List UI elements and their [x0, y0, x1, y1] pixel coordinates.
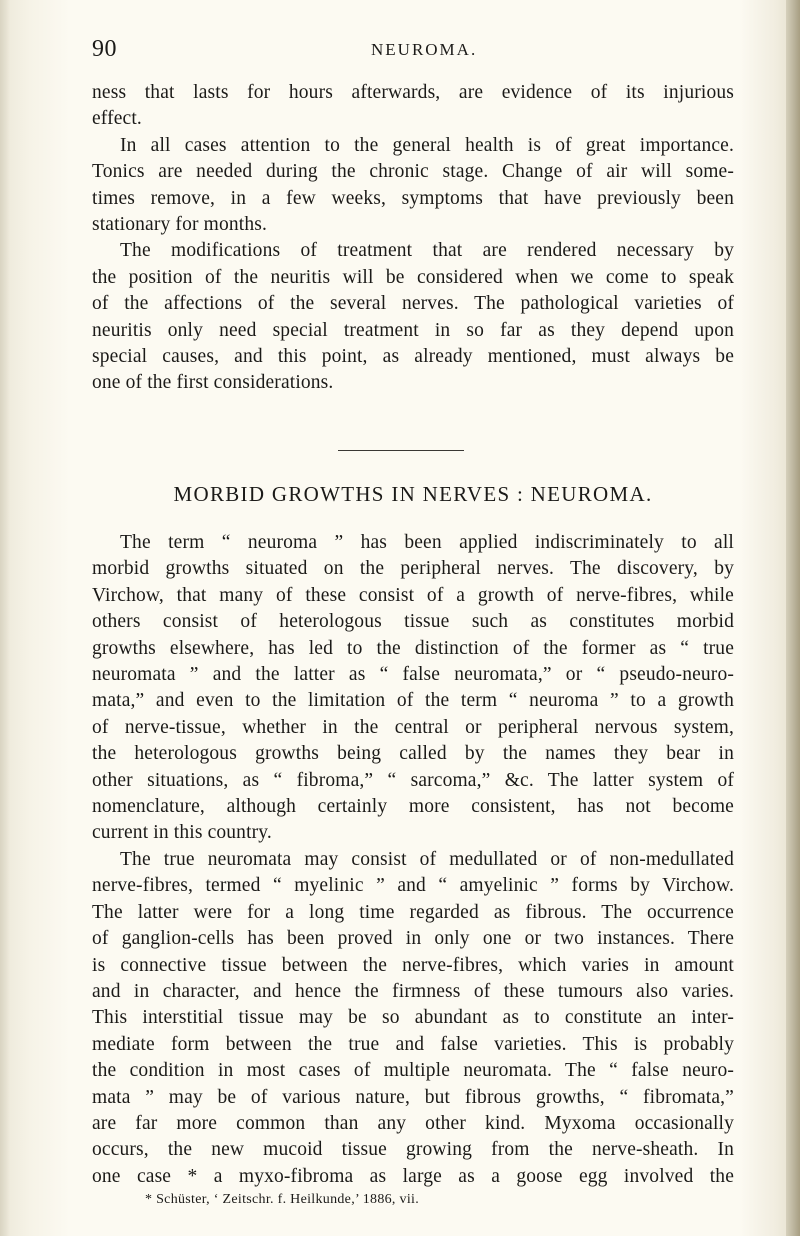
running-head: NEUROMA.	[371, 40, 478, 59]
text-line: current in this country.	[92, 822, 272, 844]
text-line: occurs, the new mucoid tissue growing from the nerve-sheath. In	[92, 1139, 734, 1161]
text-line: neuritis only need special treatment in so far as they depend upon	[92, 319, 734, 341]
text-line: growths elsewhere, has led to the distinction of the former as “ true	[92, 637, 734, 659]
text-block-neuroma	[92, 530, 734, 1190]
text-line: the position of the neuritis will be considered when we come to speak	[92, 266, 734, 288]
text-line: of nerve-tissue, whether in the central or peripheral nervous system,	[92, 716, 734, 738]
text-line: is connective tissue between the nerve-fibres, which varies in amount	[92, 954, 734, 976]
text-line: one case * a myxo-fibroma as large as a goose egg involved the	[92, 1165, 734, 1187]
footnote: * Schüster, ‘ Zeitschr. f. Heilkunde,’ 1886, vii.	[145, 1192, 419, 1207]
text-line: neuromata ” and the latter as “ false neuromata,” or “ pseudo-neuro-	[92, 664, 734, 686]
text-line: and in character, and hence the firmness of these tumours also varies.	[92, 980, 734, 1002]
text-line: Virchow, that many of these consist of a growth of nerve-fibres, while	[92, 584, 734, 606]
text-line: nomenclature, although certainly more consistent, has not become	[92, 796, 734, 818]
text-line: the condition in most cases of multiple neuromata. The “ false neuro-	[92, 1060, 734, 1082]
text-line: The latter were for a long time regarded as fibrous. The occurrence	[92, 901, 734, 923]
section-heading: MORBID GROWTHS IN NERVES : NEUROMA.	[173, 482, 653, 506]
text-line: mata ” may be of various nature, but fibrous growths, “ fibromata,”	[92, 1086, 734, 1108]
text-line: nerve-fibres, termed “ myelinic ” and “ amyelinic ” forms by Virchow.	[92, 875, 734, 897]
text-line: Tonics are needed during the chronic stage. Change of air will some-	[92, 161, 734, 183]
text-line: are far more common than any other kind. Myxoma occasionally	[92, 1112, 734, 1134]
text-line: effect.	[92, 108, 142, 130]
page-gutter-shadow	[0, 0, 10, 1236]
text-line: mata,” and even to the limitation of the term “ neuroma ” to a growth	[92, 690, 734, 712]
section-divider	[338, 450, 464, 451]
text-line: stationary for months.	[92, 214, 267, 236]
text-line: The true neuromata may consist of medullated or of non-medullated	[120, 848, 734, 870]
text-line: mediate form between the true and false varieties. This is probably	[92, 1033, 734, 1055]
text-line: special causes, and this point, as already mentioned, must always be	[92, 346, 734, 368]
page-header	[0, 36, 800, 66]
text-line: In all cases attention to the general health is of great importance.	[120, 134, 734, 156]
text-line: times remove, in a few weeks, symptoms that have previously been	[92, 187, 734, 209]
text-line: of the affections of the several nerves. The pathological varieties of	[92, 293, 734, 315]
text-line: other situations, as “ fibroma,” “ sarcoma,” &c. The latter system of	[92, 769, 734, 791]
text-line: of ganglion-cells has been proved in only one or two instances. There	[92, 928, 734, 950]
text-line: the heterologous growths being called by the names they bear in	[92, 743, 734, 765]
text-block-neuritis-treatment	[92, 80, 734, 397]
text-line: ness that lasts for hours afterwards, are evidence of its injurious	[92, 82, 734, 103]
page-number: 90	[92, 36, 117, 62]
text-line: The term “ neuroma ” has been applied indiscriminately to all	[120, 532, 734, 553]
text-line: others consist of heterologous tissue such as constitutes morbid	[92, 611, 734, 633]
text-line: one of the first considerations.	[92, 372, 334, 394]
text-line: This interstitial tissue may be so abundant as to constitute an inter-	[92, 1007, 734, 1029]
page-edge-shadow	[786, 0, 800, 1236]
text-line: The modifications of treatment that are rendered necessary by	[120, 240, 734, 262]
text-line: morbid growths situated on the peripheral nerves. The discovery, by	[92, 558, 734, 580]
